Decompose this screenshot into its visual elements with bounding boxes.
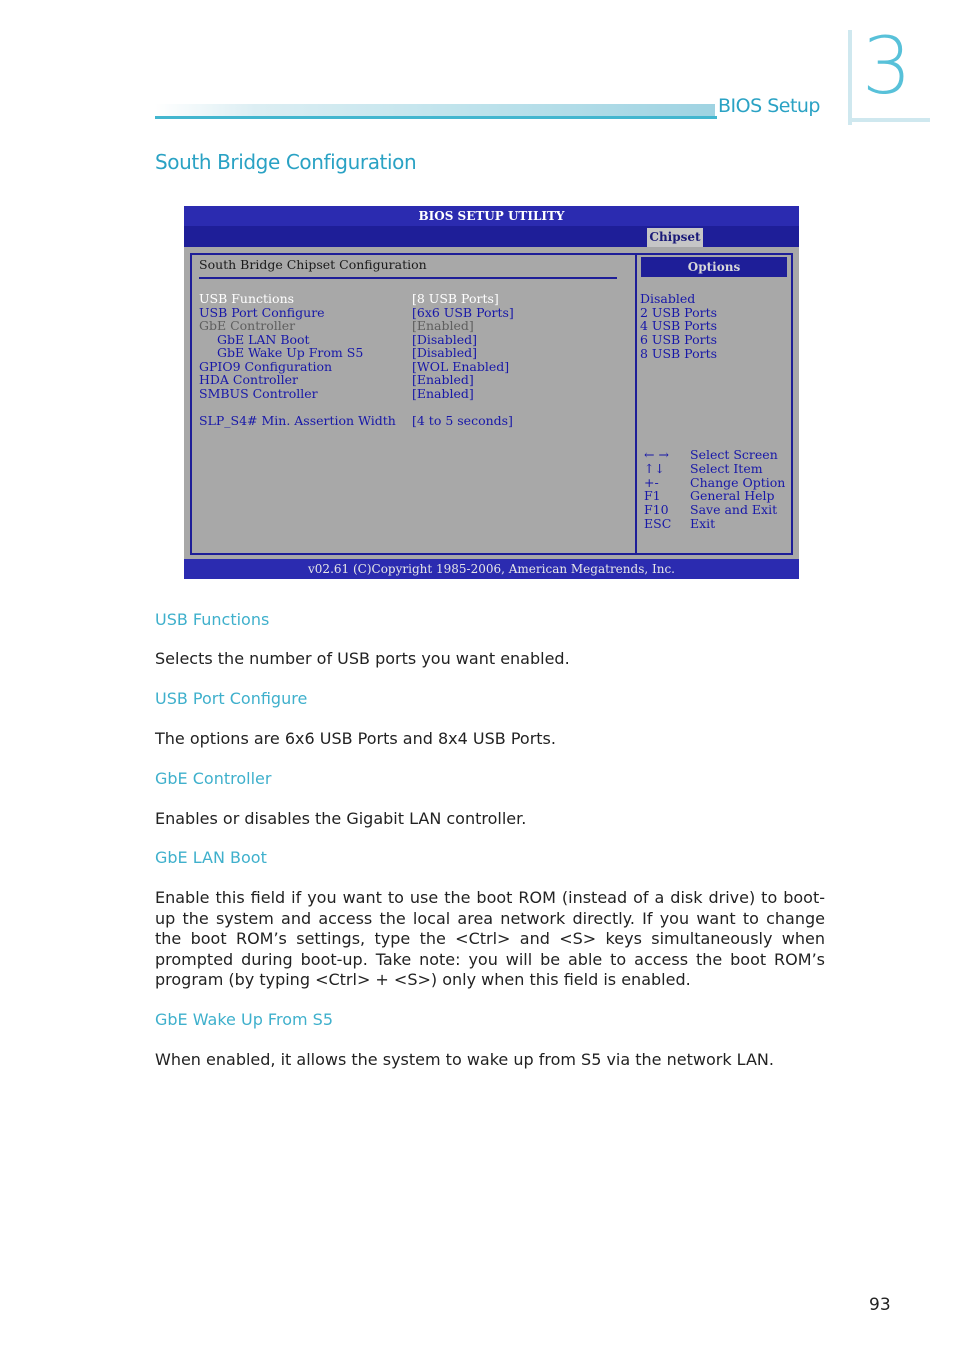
page-title: South Bridge Configuration — [155, 150, 417, 174]
help-row — [184, 448, 799, 462]
desc-heading-usb-functions: USB Functions — [155, 610, 270, 629]
option-item[interactable]: 2 USB Ports — [640, 305, 718, 320]
help-key: +- — [644, 475, 659, 490]
option-item[interactable]: 6 USB Ports — [640, 332, 718, 347]
page-number: 93 — [869, 1295, 891, 1315]
bios-item-value[interactable]: [8 USB Ports] — [412, 291, 499, 306]
bios-item-label: GbE LAN Boot — [217, 331, 310, 347]
chapter-number: 3 — [862, 22, 912, 112]
chapter-box-vertical — [848, 30, 852, 125]
desc-body-gbe-lan-boot: Enable this field if you want to use the boot ROM (instead of a disk drive) to boot-up the system and access the local area network directly. If you want to change the boot ROM’s settings, type the <Ctrl> and <S> keys simultaneously when prompted during boot-up. Take note: you will be able to access the boot ROM’s program (by typing <Ctrl> + <S>) only when this field is enabled. — [155, 888, 825, 989]
bios-copyright: v02.61 (C)Copyright 1985-2006, American Megatrends, Inc. — [308, 562, 675, 576]
bios-item-label: GPIO9 Configuration — [199, 358, 333, 374]
options-header: Options — [641, 257, 787, 277]
header-rule — [155, 116, 717, 119]
help-key: ESC — [644, 516, 672, 531]
desc-heading-gbe-wake-up: GbE Wake Up From S5 — [155, 1010, 333, 1029]
option-item[interactable]: Disabled — [640, 291, 696, 306]
help-key: F1 — [644, 488, 661, 503]
bios-item-value[interactable]: [Enabled] — [412, 372, 474, 387]
help-desc: Save and Exit — [690, 502, 778, 517]
desc-heading-gbe-controller: GbE Controller — [155, 769, 272, 788]
desc-heading-usb-port-configure: USB Port Configure — [155, 689, 308, 708]
tab-chipset[interactable]: Chipset — [647, 228, 703, 247]
bios-item-value[interactable]: [Disabled] — [412, 345, 478, 360]
bios-item-label: USB Functions — [199, 291, 295, 306]
bios-item-slp-s4[interactable] — [184, 414, 629, 428]
bios-item-value[interactable]: [6x6 USB Ports] — [412, 304, 514, 320]
bios-title: BIOS SETUP UTILITY — [418, 209, 565, 223]
bios-item-hda-controller[interactable] — [184, 373, 629, 387]
bios-item-value[interactable]: [Disabled] — [412, 331, 478, 347]
desc-heading-gbe-lan-boot: GbE LAN Boot — [155, 848, 267, 867]
bios-item-label: SLP_S4# Min. Assertion Width — [199, 413, 396, 428]
help-desc: Select Screen — [690, 447, 778, 462]
bios-section-underline — [199, 277, 617, 279]
bios-item-smbus-controller[interactable] — [184, 387, 629, 401]
desc-body-gbe-wake-up: When enabled, it allows the system to wake up from S5 via the network LAN. — [155, 1050, 774, 1069]
option-item[interactable]: 4 USB Ports — [640, 318, 718, 333]
bios-item-value: [Enabled] — [412, 318, 474, 333]
bios-item-value[interactable]: [4 to 5 seconds] — [412, 413, 513, 428]
desc-body-usb-port-configure: The options are 6x6 USB Ports and 8x4 USB Ports. — [155, 729, 556, 748]
desc-body-gbe-controller: Enables or disables the Gigabit LAN controller. — [155, 809, 527, 828]
bios-item-label: USB Port Configure — [199, 304, 325, 320]
help-desc: General Help — [690, 488, 775, 503]
option-item[interactable]: 8 USB Ports — [640, 346, 718, 361]
desc-body-usb-functions: Selects the number of USB ports you want enabled. — [155, 649, 570, 668]
help-desc: Exit — [690, 516, 716, 531]
help-desc: Select Item — [690, 461, 763, 476]
chapter-box-horizontal — [848, 118, 930, 122]
bios-section-title: South Bridge Chipset Configuration — [199, 257, 427, 272]
bios-tab-row — [184, 226, 799, 247]
arrow-left-right-icon: ← → — [644, 447, 669, 462]
bios-screen — [184, 206, 799, 579]
bios-item-usb-functions[interactable] — [184, 292, 629, 306]
help-row — [184, 503, 799, 517]
help-row — [184, 462, 799, 476]
bios-body — [184, 247, 799, 559]
help-desc: Change Option — [690, 475, 786, 490]
header-section-title: BIOS Setup — [718, 95, 820, 117]
arrow-up-down-icon: ↑↓ — [644, 461, 665, 476]
help-row — [184, 517, 799, 531]
bios-item-label: GbE Wake Up From S5 — [217, 345, 364, 360]
bios-item-label: HDA Controller — [199, 372, 298, 387]
bios-item-gbe-wake-up[interactable] — [184, 346, 629, 360]
bios-item-value[interactable]: [WOL Enabled] — [412, 358, 510, 374]
bios-item-label: GbE Controller — [199, 318, 296, 333]
bios-item-label: SMBUS Controller — [199, 385, 318, 401]
help-key: F10 — [644, 502, 669, 517]
bios-item-gbe-controller — [184, 319, 629, 333]
help-row — [184, 489, 799, 503]
bios-item-value[interactable]: [Enabled] — [412, 385, 474, 401]
